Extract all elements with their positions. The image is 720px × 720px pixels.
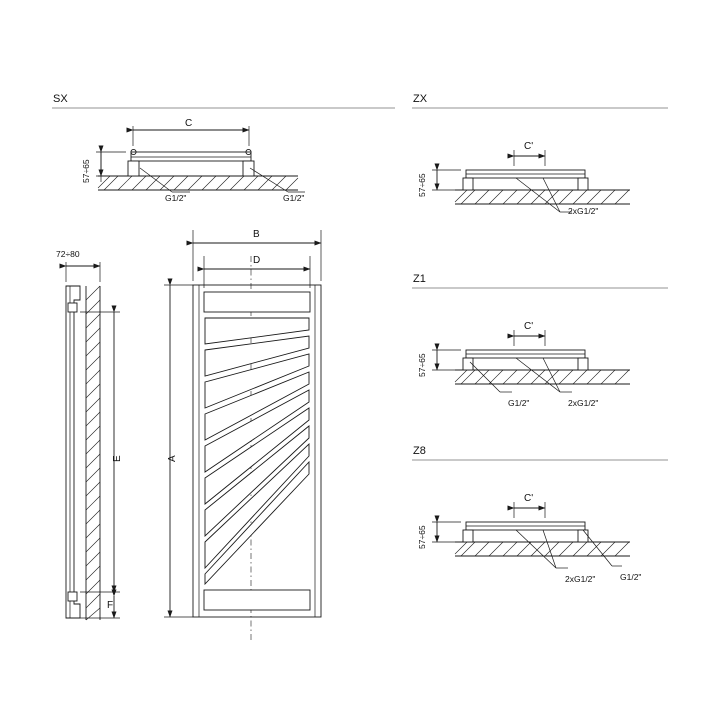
dim-label-height-z1: 57÷65 [417, 353, 427, 377]
section-title-z8: Z8 [413, 445, 426, 457]
thread-label-z8-right: G1/2" [620, 572, 642, 582]
section-title-zx: ZX [413, 93, 428, 105]
thread-label-z1-left: G1/2" [508, 398, 530, 408]
dim-label-c-sx: C [185, 118, 193, 129]
dim-label-c-prime-zx: C' [524, 141, 534, 152]
thread-label-z1-right: 2xG1/2" [568, 398, 599, 408]
dim-label-wall-gap: 72÷80 [56, 249, 80, 259]
dim-label-c-prime-z8: C' [524, 493, 534, 504]
dim-label-height-z8: 57÷65 [417, 525, 427, 549]
dim-label-f: F [107, 600, 114, 611]
thread-label-z8-left: 2xG1/2" [565, 574, 596, 584]
dim-label-b: B [253, 229, 260, 240]
thread-label-zx: 2xG1/2" [568, 206, 599, 216]
dim-label-a: A [167, 455, 178, 462]
section-title-z1: Z1 [413, 273, 426, 285]
dim-label-e: E [112, 455, 123, 462]
dim-label-height-sx: 57÷65 [81, 159, 91, 183]
section-title-sx: SX [53, 93, 68, 105]
dim-label-d: D [253, 255, 261, 266]
thread-label-sx-left: G1/2" [165, 193, 187, 203]
dim-label-height-zx: 57÷65 [417, 173, 427, 197]
thread-label-sx-right: G1/2" [283, 193, 305, 203]
dim-label-c-prime-z1: C' [524, 321, 534, 332]
